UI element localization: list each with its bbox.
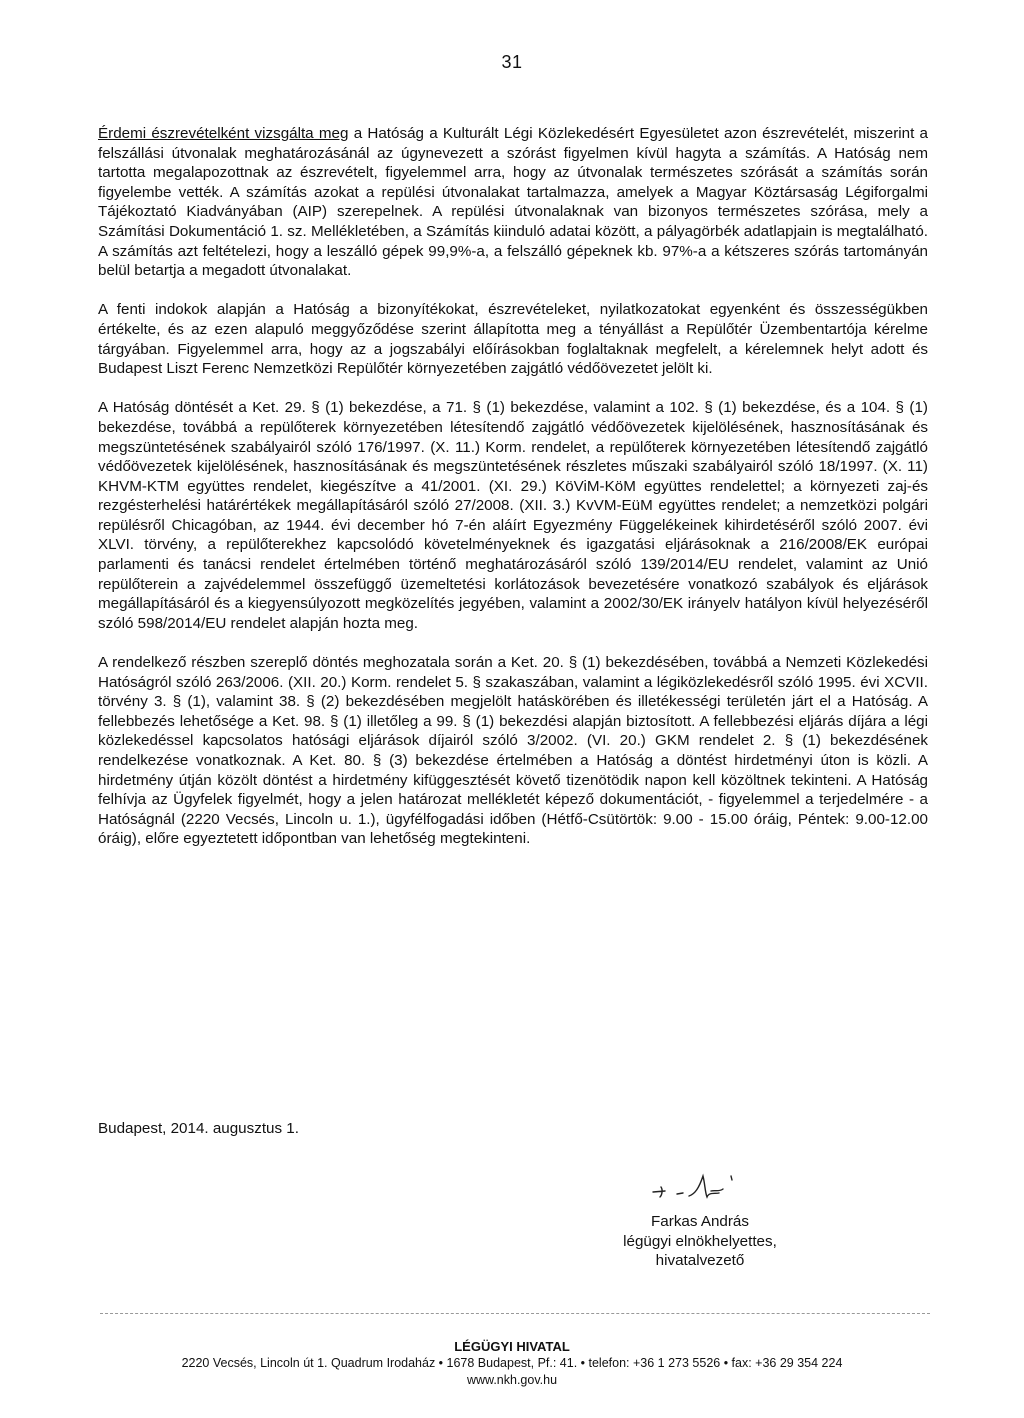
signatory-title: légügyi elnökhelyettes,	[623, 1232, 777, 1250]
signatory-role: hivatalvezető	[655, 1252, 745, 1270]
footer-organization: LÉGÜGYI HIVATAL	[454, 1339, 570, 1354]
page-number: 31	[501, 52, 523, 72]
signatory-name: Farkas András	[651, 1213, 749, 1230]
paragraph-legal-basis: A Hatóság döntését a Ket. 29. § (1) bekezdése, a 71. § (1) bekezdése, valamint a 102. § (1) bekezdése, és a 104. § (1) bekezdése, továbbá a repülőterek környezetében létesítendő zajgátló védőövezetek kijelölésének, hasznosításának és megszüntetésének szabályairól szóló 176/1997. (X. 11.) Korm. rendelet, a repülőterek környezetében létesítendő zajgátló védőövezetek kijelölésének, hasznosításának és megszüntetésének részletes műszaki szabályairól szóló 18/1997. (X. 11) KHVM-KTM együttes rendelet, kiegészítve a 41/2001. (XI. 29.) KöViM-KöM együttes rendelettel; a környezeti zaj-és rezgésterhelési határértékek megállapításáról szóló 27/2008. (XII. 3.) KvVM-EüM együttes rendelet; a nemzetközi polgári repülésről Chicagóban, az 1944. évi december hó 7-én aláírt Egyezmény Függelékeinek kihirdetéséről szóló 2007. évi XLVI. törvény, a repülőterekhez kapcsolódó követelményeknek és igazgatási eljárásoknak a 216/2008/EK európai parlamenti és tanácsi rendelet értelmében történő meghatározásáról szóló 139/2014/EU rendelet, valamint az Unió repülőterein a zajvédelemmel összefüggő üzemeltetési korlátozások bevezetésére vonatkozó szabályok és eljárások megállapításáról és a kiegyensúlyozott megközelítés jegyében, valamint a 2002/30/EK irányelv hatályon kívül helyezéséről szóló 598/2014/EU rendelet alapján hozta meg.	[98, 399, 928, 632]
page-footer	[0, 1338, 1024, 1389]
footer-website: www.nkh.gov.hu	[466, 1373, 558, 1387]
paragraph-procedure: A rendelkező részben szereplő döntés meghozatala során a Ket. 20. § (1) bekezdésében, továbbá a Nemzeti Közlekedési Hatóságról szóló 263/2006. (XII. 20.) Korm. rendelet 5. § szakaszában, valamint a légiközlekedésről szóló 1995. évi XCVII. törvény 3. § (1), valamint 38. § (2) bekezdésében megjelölt hatáskörében és illetékességi területén járt el a Hatóság. A fellebbezés lehetősége a Ket. 98. § (1) illetőleg a 99. § (1) bekezdési alapján biztosított. A fellebbezési eljárás díjára a légi közlekedéssel kapcsolatos hatósági eljárások díjairól szóló 3/2002. (VI. 20.) GKM rendelet 2. § (1) bekezdésének rendelkezése vonatkoznak. A Ket. 80. § (3) bekezdése értelmében a Hatóság a döntést hirdetményi úton is közli. A hirdetmény útján közölt döntést a hirdetmény kifüggesztését követő tizenötödik napon kell közöltnek tekinteni. A Hatóság felhívja az Ügyfelek figyelmét, hogy a jelen határozat mellékletét képező dokumentációt, - figyelemmel a terjedelmére - a Hatóságnál (2220 Vecsés, Lincoln u. 1.), ügyfélfogadási időben (Hétfő-Csütörtök: 9.00 - 15.00 óráig, Péntek: 9.00-12.00 óráig), előre egyeztetett időpontban van lehetőség megtekinteni.	[98, 654, 928, 848]
document-body	[98, 124, 928, 869]
paragraph-lead-underlined: Érdemi észrevételként vizsgálta meg	[98, 125, 349, 142]
paragraph-objection	[98, 124, 928, 281]
signature-block	[590, 1170, 810, 1271]
date-line: Budapest, 2014. augusztus 1.	[98, 1120, 299, 1137]
footer-address: 2220 Vecsés, Lincoln út 1. Quadrum Irodaház • 1678 Budapest, Pf.: 41. • telefon: +36 1 273 5526 • fax: +36 29 354 224	[181, 1356, 843, 1370]
handwritten-signature	[635, 1170, 765, 1204]
paragraph-evaluation: A fenti indokok alapján a Hatóság a bizonyítékokat, észrevételeket, nyilatkozatokat egyenként és összességükben értékelte, és az ezen alapuló meggyőződése szerint állapította meg a tényállást a Repülőtér Üzembentartója kérelme tárgyában. Figyelemmel arra, hogy az a jogszabályi előírásokban foglaltaknak megfelelt, a kérelemnek helyt adott és Budapest Liszt Ferenc Nemzetközi Repülőtér környezetében zajgátló védőövezetet jelölt ki.	[98, 301, 928, 378]
footer-divider	[100, 1313, 930, 1314]
paragraph-text: a Hatóság a Kulturált Légi Közlekedésért Egyesületet azon észrevételét, miszerint a felszállási útvonalak meghatározásánál az úgynevezett a szórást figyelmen kívül hagyta a számítás. A Hatóság nem tartotta megalapozottnak az észrevételt, figyelemmel arra, hogy az útvonalak természetes szórását a számítás során figyelembe vették. A számítás azokat a repülési útvonalakat tartalmazza, amelyek a Magyar Köztársaság Légiforgalmi Tájékoztató Kiadványában (AIP) szerepelnek. A repülési útvonalaknak van bizonyos természetes szórása, mely a Számítási Dokumentáció 1. sz. Mellékletében, a Számítás kiinduló adatai között, a pályagörbék adatlapjain is megtalálható. A számítás azt feltételezi, hogy a leszálló gépek 99,9%-a, a felszálló gépeknek kb. 97%-a a kétszeres szórás tartományán belül betartja a megadott útvonalakat.	[98, 125, 928, 280]
